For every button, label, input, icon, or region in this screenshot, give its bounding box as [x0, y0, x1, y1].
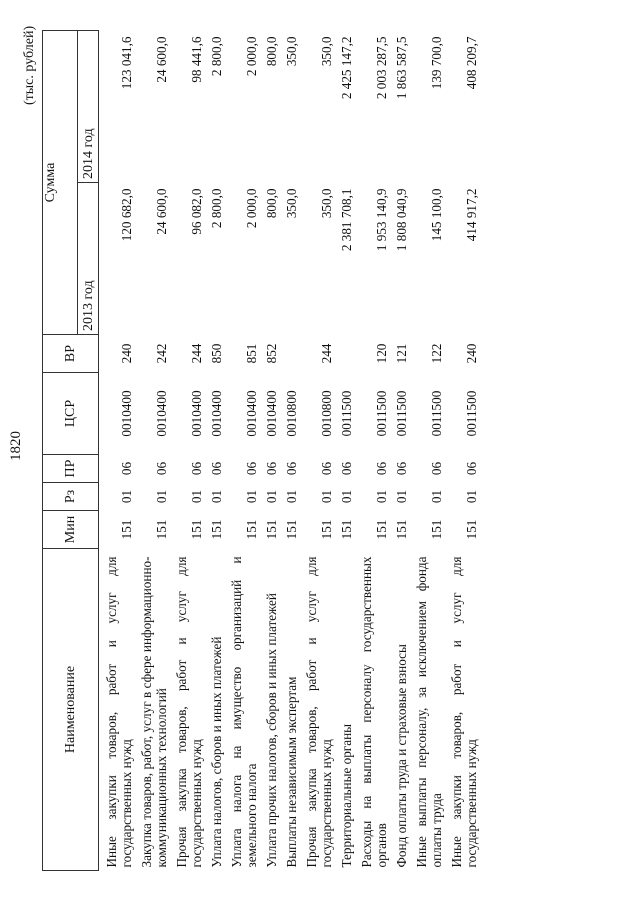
table-row	[354, 31, 389, 871]
cell-vr: 244	[319, 343, 334, 364]
cell-2013: 1 808 040,9	[394, 188, 409, 252]
cell-min: 151	[394, 519, 409, 540]
cell-csr: 0010800	[284, 390, 299, 437]
cell-pr: 06	[464, 461, 479, 476]
cell-pr: 06	[209, 461, 224, 476]
cell-2014: 350,0	[284, 36, 299, 67]
page-number: 1820	[8, 431, 24, 461]
cell-2013: 414 917,2	[464, 188, 479, 242]
budget-table	[42, 30, 479, 871]
cell-min: 151	[189, 519, 204, 540]
cell-2013: 2 800,0	[209, 188, 224, 229]
cell-2013: 2 000,0	[244, 188, 259, 229]
units-label: (тыс. рублей)	[22, 25, 37, 105]
cell-pr: 06	[394, 461, 409, 476]
cell-rz: 01	[374, 489, 389, 504]
cell-name: Иные закупки товаров, работ и услуг для государственных нужд	[104, 556, 134, 868]
cell-csr: 0011500	[374, 390, 389, 437]
cell-rz: 01	[154, 489, 169, 504]
cell-min: 151	[339, 519, 354, 540]
cell-2014: 800,0	[264, 36, 279, 67]
cell-rz: 01	[429, 489, 444, 504]
cell-2014: 123 041,6	[119, 36, 134, 90]
cell-rz: 01	[119, 489, 134, 504]
cell-vr: 851	[244, 343, 259, 364]
header-sum: Сумма	[43, 31, 78, 335]
cell-vr: 852	[264, 343, 279, 364]
cell-csr: 0010400	[264, 390, 279, 437]
cell-min: 151	[284, 519, 299, 540]
cell-name: Уплата налога на имущество организаций и земельного налога	[229, 556, 259, 868]
cell-2013: 24 600,0	[154, 188, 169, 235]
table-row	[334, 31, 354, 871]
cell-name: Иные закупки товаров, работ и услуг для государственных нужд	[449, 556, 479, 868]
header-rz: Рз	[43, 483, 99, 511]
cell-2014: 2 003 287,5	[374, 36, 389, 100]
header-min: Мин	[43, 511, 99, 549]
table-row	[169, 31, 204, 871]
cell-name: Уплата налогов, сборов и иных платежей	[209, 636, 224, 868]
cell-2013: 96 082,0	[189, 188, 204, 235]
cell-vr	[279, 335, 299, 373]
cell-rz: 01	[284, 489, 299, 504]
cell-2014: 350,0	[319, 36, 334, 67]
table-row	[224, 31, 259, 871]
cell-pr: 06	[429, 461, 444, 476]
cell-vr: 120	[374, 343, 389, 364]
cell-rz: 01	[464, 489, 479, 504]
cell-vr: 242	[154, 343, 169, 364]
cell-rz: 01	[189, 489, 204, 504]
cell-name: Расходы на выплаты персоналу государственных органов	[359, 556, 389, 868]
cell-csr: 0010400	[209, 390, 224, 437]
cell-pr: 06	[319, 461, 334, 476]
table-row	[204, 31, 224, 871]
cell-name: Выплаты независимым экспертам	[284, 676, 299, 868]
cell-csr: 0011500	[394, 390, 409, 437]
cell-2014: 98 441,6	[189, 36, 204, 83]
table-row	[444, 31, 479, 871]
cell-min: 151	[209, 519, 224, 540]
header-year-2013: 2013 год	[78, 183, 99, 335]
cell-min: 151	[429, 519, 444, 540]
cell-name: Прочая закупка товаров, работ и услуг для государственных нужд	[304, 556, 334, 868]
cell-csr: 0010400	[119, 390, 134, 437]
cell-min: 151	[264, 519, 279, 540]
cell-csr: 0010800	[319, 390, 334, 437]
cell-csr: 0010400	[244, 390, 259, 437]
cell-2014: 2 000,0	[244, 36, 259, 77]
cell-pr: 06	[154, 461, 169, 476]
cell-pr: 06	[189, 461, 204, 476]
cell-name: Уплата прочих налогов, сборов и иных платежей	[264, 593, 279, 868]
cell-2013: 1 953 140,9	[374, 188, 389, 252]
cell-2014: 1 863 587,5	[394, 36, 409, 100]
cell-vr: 121	[394, 343, 409, 364]
table-header	[43, 31, 99, 871]
cell-2013: 800,0	[264, 188, 279, 219]
header-year-2014: 2014 год	[78, 31, 99, 183]
cell-rz: 01	[339, 489, 354, 504]
cell-rz: 01	[209, 489, 224, 504]
table-row	[389, 31, 409, 871]
cell-2014: 2 425 147,2	[339, 36, 354, 100]
cell-pr: 06	[374, 461, 389, 476]
cell-min: 151	[244, 519, 259, 540]
table-row	[134, 31, 169, 871]
cell-min: 151	[464, 519, 479, 540]
cell-2013: 2 381 708,1	[339, 188, 354, 252]
cell-vr: 122	[429, 343, 444, 364]
cell-pr: 06	[284, 461, 299, 476]
cell-pr: 06	[339, 461, 354, 476]
cell-csr: 0011500	[429, 390, 444, 437]
cell-2013: 350,0	[284, 188, 299, 219]
cell-rz: 01	[244, 489, 259, 504]
cell-2014: 2 800,0	[209, 36, 224, 77]
cell-min: 151	[319, 519, 334, 540]
cell-pr: 06	[244, 461, 259, 476]
cell-vr: 850	[209, 343, 224, 364]
cell-name: Фонд оплаты труда и страховые взносы	[394, 644, 409, 868]
cell-vr: 240	[464, 343, 479, 364]
cell-vr	[334, 335, 354, 373]
cell-2014: 24 600,0	[154, 36, 169, 83]
cell-csr: 0011500	[339, 390, 354, 437]
cell-2014: 408 209,7	[464, 36, 479, 90]
cell-2013: 350,0	[319, 188, 334, 219]
cell-min: 151	[119, 519, 134, 540]
table-row	[279, 31, 299, 871]
header-pr: ПР	[43, 455, 99, 483]
header-csr: ЦСР	[43, 373, 99, 455]
cell-name: Закупка товаров, работ, услуг в сфере информационно-коммуникационных технологий	[139, 556, 169, 868]
cell-csr: 0010400	[154, 390, 169, 437]
cell-csr: 0011500	[464, 390, 479, 437]
table-body	[99, 31, 480, 871]
cell-vr: 240	[119, 343, 134, 364]
cell-rz: 01	[394, 489, 409, 504]
cell-name: Прочая закупка товаров, работ и услуг для государственных нужд	[174, 556, 204, 868]
table-row	[409, 31, 444, 871]
header-vr: ВР	[43, 335, 99, 373]
cell-2013: 145 100,0	[429, 188, 444, 242]
table-row	[299, 31, 334, 871]
table-row	[259, 31, 279, 871]
cell-min: 151	[374, 519, 389, 540]
cell-vr: 244	[189, 343, 204, 364]
table-row	[99, 31, 135, 871]
cell-name: Иные выплаты персоналу, за исключением фонда оплаты труда	[414, 556, 444, 868]
cell-min: 151	[154, 519, 169, 540]
header-name: Наименование	[43, 549, 99, 871]
cell-pr: 06	[119, 461, 134, 476]
cell-2014: 139 700,0	[429, 36, 444, 90]
cell-rz: 01	[319, 489, 334, 504]
cell-pr: 06	[264, 461, 279, 476]
cell-2013: 120 682,0	[119, 188, 134, 242]
cell-rz: 01	[264, 489, 279, 504]
cell-csr: 0010400	[189, 390, 204, 437]
cell-name: Территориальные органы	[339, 724, 354, 868]
